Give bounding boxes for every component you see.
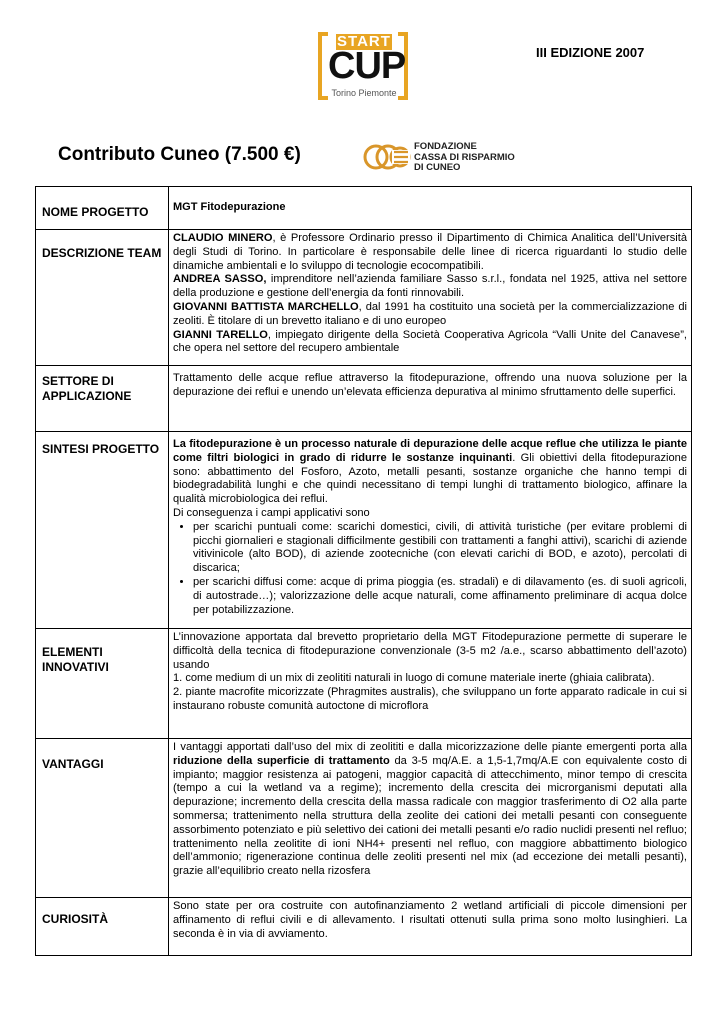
team-member-2-name: ANDREA SASSO, (173, 273, 267, 286)
value-curiosita: Sono state per ora costruite con autofinanziamento 2 wetland artificiali di piccole dimensioni per affinamento di reflui civili e di allevamento. I risultati ottenuti sulla prima sono molto lusinghieri. La seconda è in via di avviamento. (169, 898, 692, 956)
team-member-3 (173, 301, 687, 329)
label-nome-progetto: NOME PROGETTO (36, 187, 169, 230)
label-curiosita: CURIOSITÀ (36, 898, 169, 956)
sintesi-bullet-list (173, 521, 687, 618)
value-descrizione-team (169, 230, 692, 366)
team-member-4 (173, 329, 687, 357)
team-member-4-desc: , impiegato dirigente della Società Cooperativa Agricola “Valli Unite del Canavese”, che opera nel settore del recupero ambientale (173, 328, 688, 355)
fondazione-text (414, 142, 515, 174)
sintesi-text-2: Di conseguenza i campi applicativi sono (173, 506, 370, 519)
label-sintesi: SINTESI PROGETTO (36, 432, 169, 629)
sintesi-bold-intro: La fitodepurazione è un processo naturale di depurazione delle acque reflue che utilizza le piante come filtri biologici in grado di ridurre le sostanze inquinanti (173, 438, 687, 464)
value-elementi (169, 629, 692, 739)
logo-subtitle: Torino Piemonte (331, 88, 397, 98)
row-vantaggi (36, 739, 692, 898)
value-settore: Trattamento delle acque reflue attraverso la fitodepurazione, offrendo una nuova soluzione per la depurazione dei reflui e unendo un’elevata efficienza depurativa al minimo sfruttamento delle superfici. (169, 366, 692, 432)
team-member-3-desc: , dal 1991 ha costituito una società per la commercializzazione di zeoliti. È titolare di un brevetto italiano e di uno europeo (173, 300, 687, 327)
row-team (36, 230, 692, 366)
label-elementi: ELEMENTI INNOVATIVI (36, 629, 169, 739)
row-curiosita (36, 898, 692, 956)
row-sintesi (36, 432, 692, 629)
start-cup-logo (318, 32, 408, 102)
elementi-p2: 1. come medium di un mix di zeolititi naturali in luogo di comune materiale inerte (ghiaia calibrata). (173, 672, 655, 685)
project-table (35, 186, 692, 956)
edition-label: III EDIZIONE 2007 (536, 45, 645, 60)
team-member-1-name: CLAUDIO MINERO (173, 232, 273, 244)
list-item: • per scarichi puntuali come: scarichi domestici, civili, di attività turistiche (per evitare problemi di picchi giornalieri e stagionali difficilmente gestibili con trattamenti a fanghi attivi), scarichi di aziende vitivinicole (alto BOD), di aziende zootecniche (con elevati carichi di BOD, e azoto), percolati di discarica; (193, 521, 687, 576)
fondazione-line-1: FONDAZIONE (414, 141, 477, 152)
row-elementi (36, 629, 692, 739)
team-member-3-name: GIOVANNI BATTISTA MARCHELLO (173, 300, 359, 313)
label-settore: SETTORE DI APPLICAZIONE (36, 366, 169, 432)
list-item: • per scarichi diffusi come: acque di prima pioggia (es. stradali) e di dilavamento (es. di suoli agricoli, di autostrade…); valorizzazione delle acque naturali, come affinamento preliminare di acqua dolce per potabilizzazione. (193, 576, 687, 617)
vantaggi-text-2: da 3-5 mq/A.E. a 1,5-1,7mq/A.E con equivalente costo di impianto; maggior resistenza ai patogeni, maggior capacità di attecchimento, minor tempo di crescita (tempo a cui la wetland va a regime); incremento della crescita dei microrganismi deputati alla depurazione; incremento della crescita della massa radicale con maggior trasferimento di O2 alla parte sommersa; trattenimento nella struttura della zeolite dei cationi dei metalli pesanti con conseguente assorbimento potenziato e più selettivo dei cationi dei metalli pesanti e/o radio nuclidi presenti nel refluo; trattenimento nella zeolitite di ioni NH4+ presenti nel refluo, con maggiore abbattimento biologico dell’ammonio; rigenerazione continua delle zeoliti presenti nel mix (ad eccezione dei metalli pesanti), grazie all’equilibrio creato nella rizosfera (173, 754, 688, 878)
team-member-4-name: GIANNI TARELLO (173, 328, 268, 341)
fondazione-emblem-icon (362, 140, 412, 174)
label-descrizione-team: DESCRIZIONE TEAM (36, 230, 169, 366)
fondazione-logo (362, 140, 572, 180)
team-member-2-desc: imprenditore nell’azienda familiare Sasso s.r.l., fondata nel 1925, attiva nel settore della produzione e gestione dell’energia da fonti rinnovabili. (173, 273, 687, 300)
row-settore (36, 366, 692, 432)
elementi-p1: L’innovazione apportata dal brevetto proprietario della MGT Fitodepurazione permette di superare le difficoltà della tecnica di fitodepurazione convenzionale (3-5 m2 /a.e., scarso abbattimento dell’azoto) usando (173, 631, 687, 671)
team-member-2 (173, 273, 687, 301)
value-vantaggi (169, 739, 692, 898)
value-sintesi (169, 432, 692, 629)
logo-cup-text: CUP (328, 45, 406, 87)
vantaggi-bold: riduzione della superficie di trattamento (173, 754, 390, 767)
sintesi-intro (173, 438, 687, 507)
label-vantaggi: VANTAGGI (36, 739, 169, 898)
row-nome (36, 187, 692, 230)
fondazione-line-3: DI CUNEO (414, 162, 461, 173)
sintesi-text-1: . Gli obiettivi della fitodepurazione sono: abbattimento del Fosforo, Azoto, metalli pesanti, sostanze organiche che hanno tempi di biodegradabilità lunghi e che quindi necessitano di tempi lunghi di trattamento biologico, affinare la qualità microbiologica dei reflui. (173, 451, 687, 506)
team-member-1-desc: , è Professore Ordinario presso il Dipartimento di Chimica Analitica dell’Università degli Studi di Torino. In particolare è responsabile delle linee di ricerca riguardanti lo studio delle dinamiche ambientali e lo sviluppo di tecnologie ecocompatibili. (173, 232, 687, 272)
elementi-p3: 2. piante macrofite micorizzate (Phragmites australis), che sviluppano un forte apparato radicale in cui si instaurano robuste comunità autoctone di microflora (173, 686, 687, 712)
logo-start-text: START (337, 33, 391, 50)
value-nome-progetto: MGT Fitodepurazione (169, 187, 692, 230)
vantaggi-text-1: I vantaggi apportati dall’uso del mix di zeolititi e dalla micorizzazione delle piante emergenti porta alla (173, 741, 687, 753)
fondazione-line-2: CASSA DI RISPARMIO (414, 151, 515, 163)
contribution-title: Contributo Cuneo (7.500 €) (58, 144, 301, 165)
team-member-1 (173, 232, 687, 273)
